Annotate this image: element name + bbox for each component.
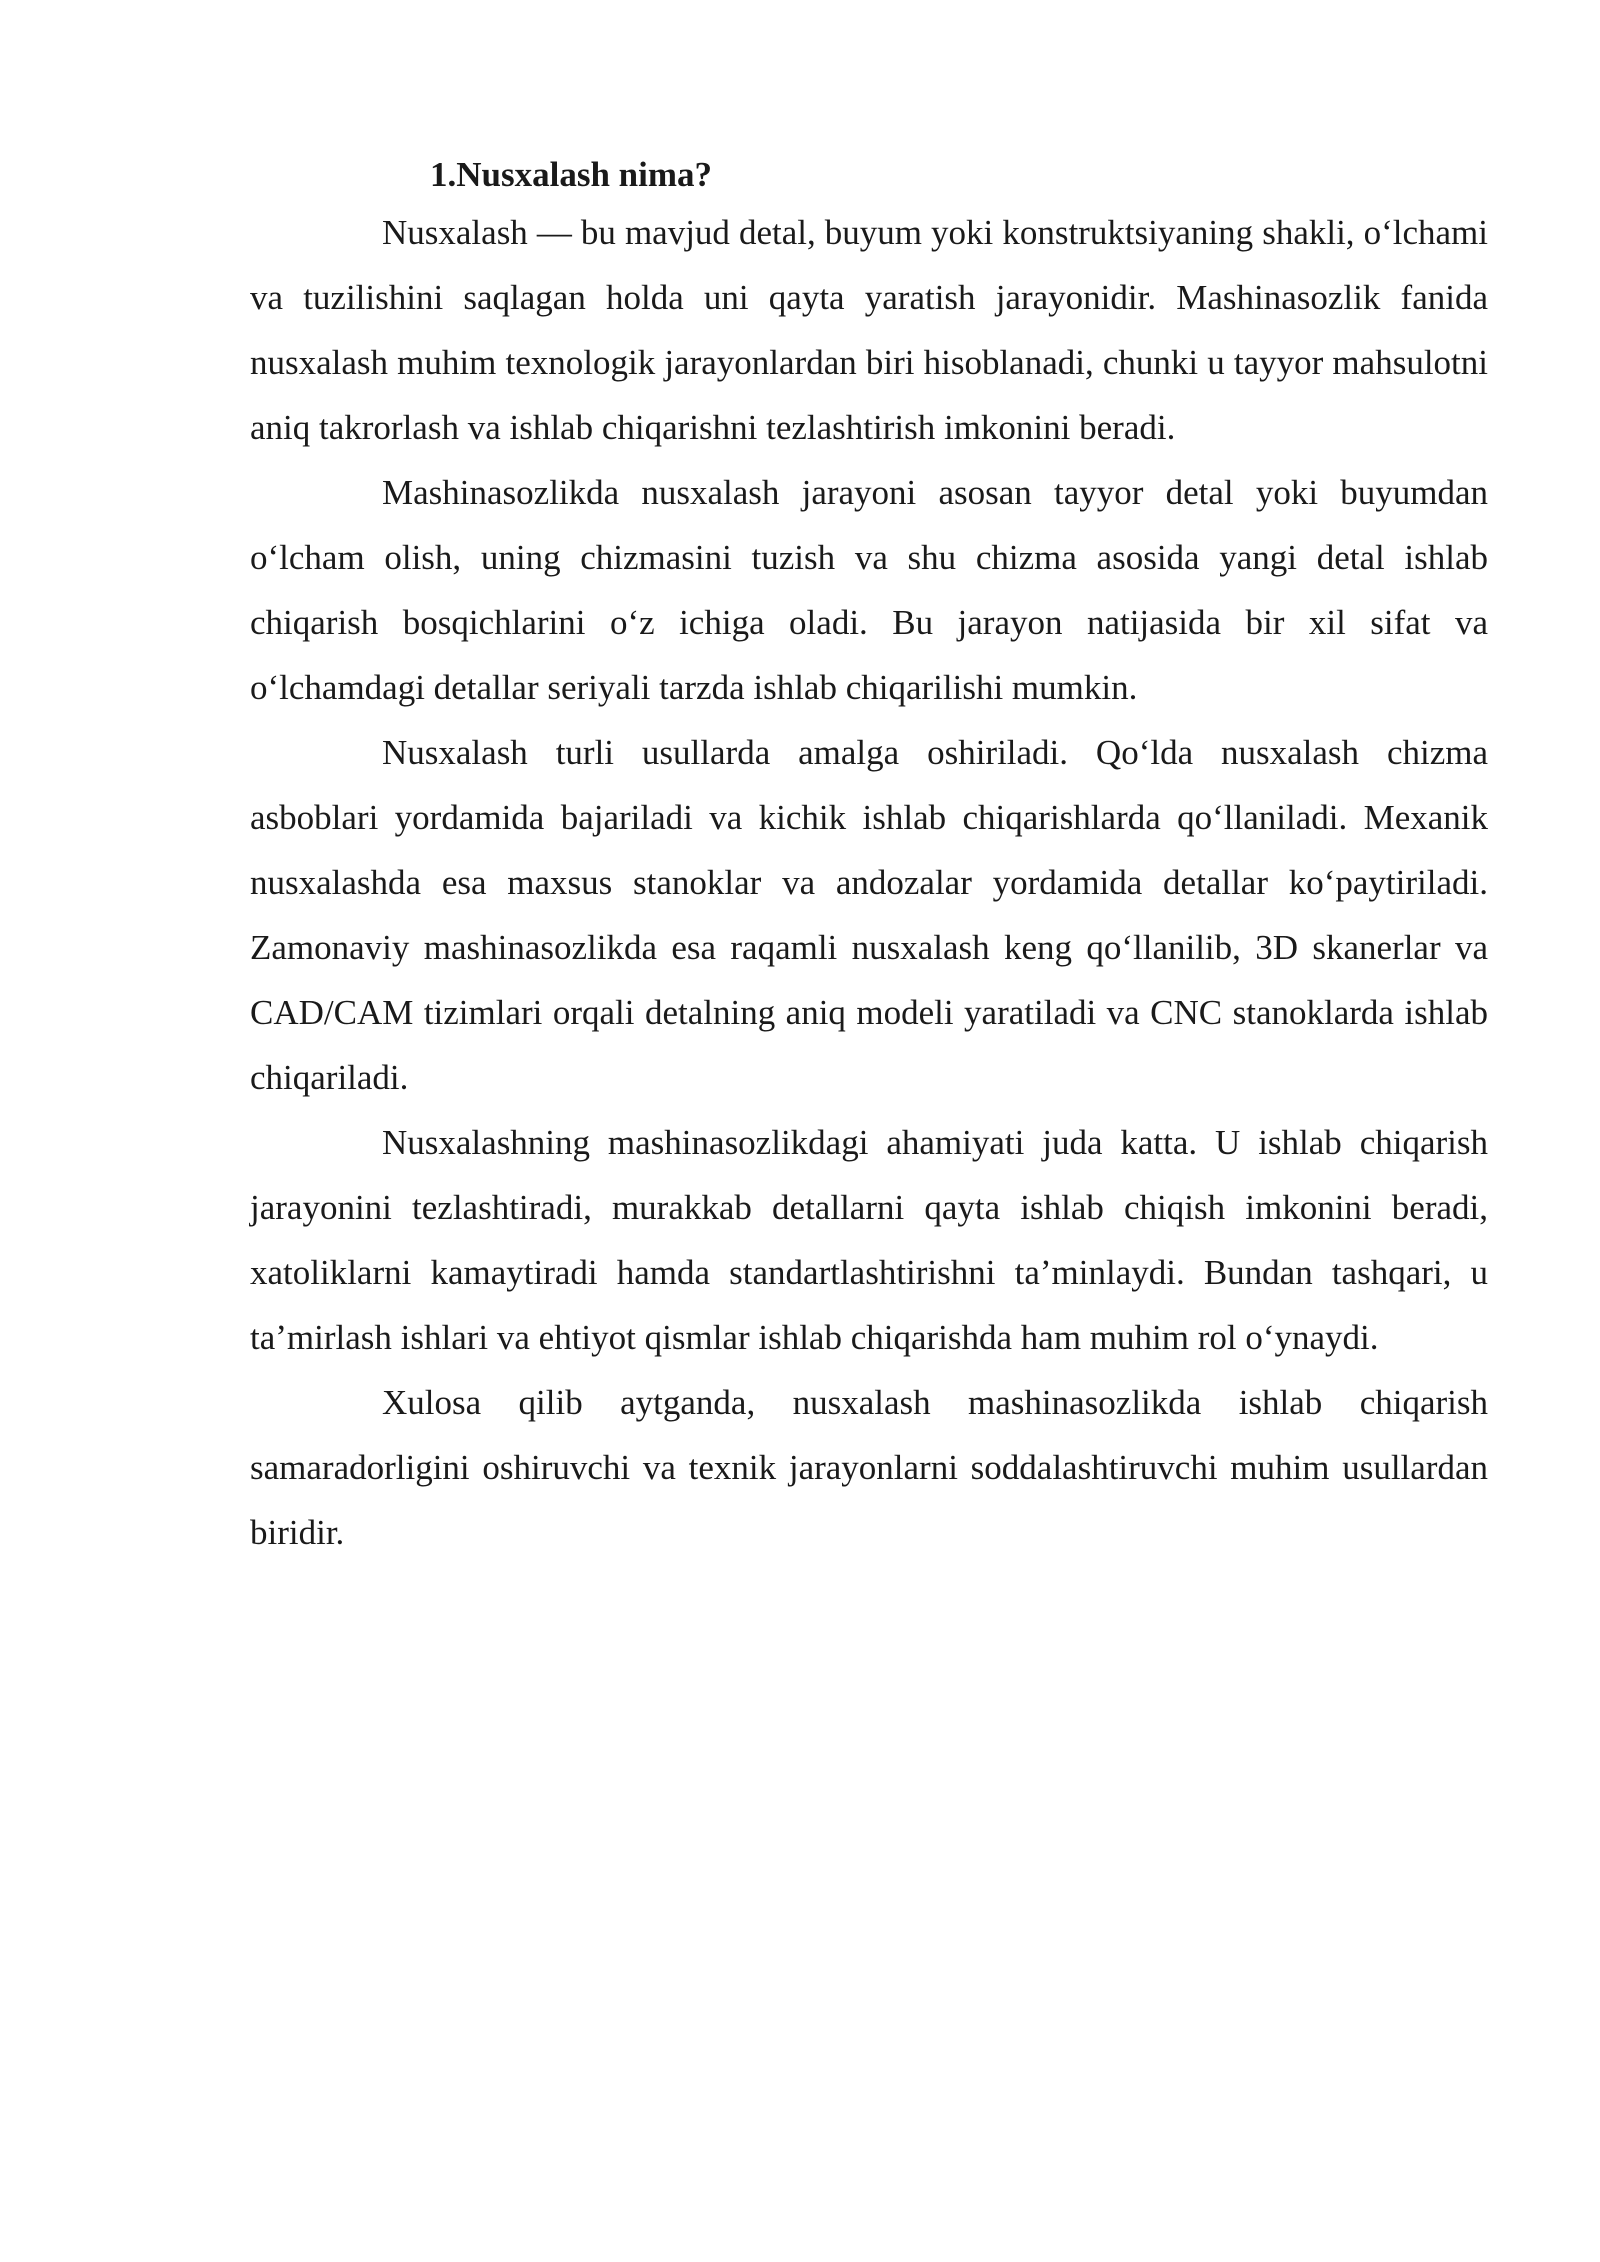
paragraph-importance: Nusxalashning mashinasozlikdagi ahamiyati juda katta. U ishlab chiqarish jarayonini tezlashtiradi, murakkab detallarni qayta ishlab chiqish imkonini beradi, xatoliklarni kamaytiradi hamda standartlashtirishni taʼminlaydi. Bundan tashqari, u taʼmirlash ishlari va ehtiyot qismlar ishlab chiqarishda ham muhim rol oʻynaydi. (250, 1123, 1488, 1357)
section-heading: 1.Nusxalash nima? (430, 155, 713, 194)
paragraph-definition: Nusxalash — bu mavjud detal, buyum yoki konstruktsiyaning shakli, oʻlchami va tuzilishini saqlagan holda uni qayta yaratish jarayonidir. Mashinasozlik fanida nusxalash muhim texnologik jarayonlardan biri hisoblanadi, chunki u tayyor mahsulotni aniq takrorlash va ishlab chiqarishni tezlashtirish imkonini beradi. (250, 213, 1488, 447)
document-body (250, 150, 1488, 1565)
paragraph-conclusion: Xulosa qilib aytganda, nusxalash mashinasozlikda ishlab chiqarish samaradorligini oshiruvchi va texnik jarayonlarni soddalashtiruvchi muhim usullardan biridir. (250, 1383, 1488, 1552)
paragraph-methods: Nusxalash turli usullarda amalga oshiriladi. Qoʻlda nusxalash chizma asboblari yordamida bajariladi va kichik ishlab chiqarishlarda qoʻllaniladi. Mexanik nusxalashda esa maxsus stanoklar va andozalar yordamida detallar koʻpaytiriladi. Zamonaviy mashinasozlikda esa raqamli nusxalash keng qoʻllanilib, 3D skanerlar va CAD/CAM tizimlari orqali detalning aniq modeli yaratiladi va CNC stanoklarda ishlab chiqariladi. (250, 733, 1488, 1097)
paragraph-process: Mashinasozlikda nusxalash jarayoni asosan tayyor detal yoki buyumdan oʻlcham olish, uning chizmasini tuzish va shu chizma asosida yangi detal ishlab chiqarish bosqichlarini oʻz ichiga oladi. Bu jarayon natijasida bir xil sifat va oʻlchamdagi detallar seriyali tarzda ishlab chiqarilishi mumkin. (250, 473, 1488, 707)
